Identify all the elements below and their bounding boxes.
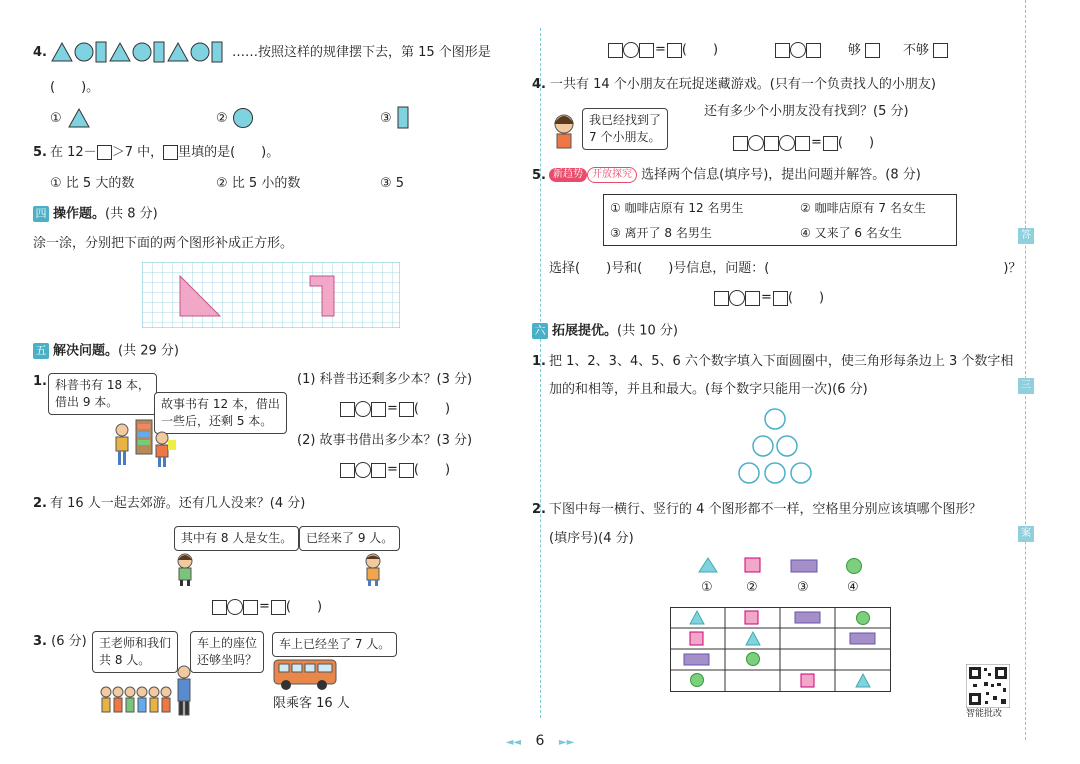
shape-sequence: [50, 41, 230, 63]
unit-paren: ( ): [837, 135, 875, 151]
section-title: 解决问题。: [53, 343, 119, 359]
right-q5-text: 选择两个信息(填序号)，提出问题并解答。(8 分): [641, 167, 921, 183]
unit-paren: ( ): [413, 401, 451, 417]
unit-paren: ( ): [413, 462, 451, 478]
info-box: [603, 194, 957, 246]
triangle-icon: [698, 557, 718, 573]
info-item: ③ 离开了 8 名男生: [610, 226, 712, 240]
right-q4-number: 4.: [532, 77, 546, 92]
blank-box[interactable]: [775, 43, 790, 58]
side-mark: 三: [1018, 378, 1034, 394]
problem-3-header: [33, 634, 87, 650]
info-item: ② 咖啡店原有 7 名女生: [800, 201, 926, 215]
square-grid: [142, 262, 400, 328]
shape-grid-table: [670, 607, 892, 693]
section-score: (共 29 分): [118, 343, 179, 359]
green-circle-icon: [845, 557, 863, 575]
ext-2-line-1: 下图中每一横行、竖行的 4 个图形都不一样，空格里分别应该填哪个图形？: [549, 502, 982, 517]
circle-triangle-puzzle: [735, 408, 815, 488]
equation-row: [340, 401, 450, 418]
equals-sign: =: [761, 290, 772, 305]
blank-box[interactable]: [745, 291, 760, 306]
right-q5-number: 5.: [532, 168, 546, 183]
blank-box[interactable]: [163, 145, 178, 160]
ext-2-line-2: (填序号)(4 分): [549, 531, 634, 546]
bubble-line: 车上的座位: [197, 636, 258, 650]
class-group-illustration: [98, 664, 198, 716]
equals-sign: =: [811, 135, 822, 150]
shape-sequence-icon: [50, 41, 230, 63]
equation-row: [608, 42, 718, 59]
blank-box[interactable]: [399, 402, 414, 417]
page-edge-line: [1025, 0, 1026, 740]
side-mark: 案: [1018, 526, 1034, 542]
equals-sign: =: [259, 599, 270, 614]
page-footer: [0, 733, 1080, 749]
speech-bubble: 车上已经坐了 7 人。: [272, 632, 397, 657]
blank-box[interactable]: [340, 463, 355, 478]
q4-option-1-label: ①: [50, 111, 62, 126]
q5-text: [50, 145, 279, 161]
blank-box[interactable]: [243, 600, 258, 615]
q4-text: ……按照这样的规律摆下去，第 15 个图形是: [232, 45, 491, 60]
operator-circle[interactable]: [623, 42, 639, 58]
q5-option-1: ① 比 5 大的数: [50, 176, 135, 191]
not-enough-label: 不够: [903, 43, 930, 58]
qr-code-icon[interactable]: [966, 664, 1010, 708]
bubble-line: 7 个小朋友。: [589, 130, 661, 144]
operator-circle[interactable]: [355, 401, 371, 417]
equals-sign: =: [655, 42, 666, 57]
blank-box[interactable]: [795, 136, 810, 151]
blank-box[interactable]: [764, 136, 779, 151]
legend-label: ③: [797, 580, 809, 595]
equation-row: [733, 135, 874, 152]
q5-number: 5.: [33, 145, 47, 160]
blank-box[interactable]: [271, 600, 286, 615]
compare-row: [775, 42, 821, 59]
ext-1-line-2: 加的和相等，并且和最大。(每个数字只能用一次)(6 分): [549, 382, 868, 397]
bus-capacity-label: 限乘客 16 人: [273, 696, 350, 711]
blank-box[interactable]: [714, 291, 729, 306]
bubble-line: 一些后，还剩 5 本。: [161, 414, 273, 428]
purple-rectangle-icon: [790, 559, 818, 573]
section-badge: 六: [532, 323, 548, 339]
blank-box[interactable]: [608, 43, 623, 58]
side-mark: 答: [1018, 228, 1034, 244]
problem-1-number: 1.: [33, 374, 47, 389]
right-q5-heading: [549, 167, 921, 184]
equation-row: [212, 599, 322, 616]
blank-box[interactable]: [340, 402, 355, 417]
unit-paren: ( ): [787, 290, 825, 306]
ext-1-line-1: 把 1、2、3、4、5、6 六个数字填入下面圆圈中，使三角形每条边上 3 个数字相: [549, 354, 1014, 369]
qr-code-label: 智能批改: [966, 709, 1003, 719]
circle-icon: [232, 107, 254, 129]
enough-label: 够: [848, 43, 862, 58]
q5-text-a: 在 12－: [50, 145, 97, 160]
operator-circle[interactable]: [748, 135, 764, 151]
bus-illustration: [272, 656, 338, 692]
right-q4-text: 一共有 14 个小朋友在玩捉迷藏游戏。(只有一个负责找人的小朋友): [550, 77, 936, 92]
blank-box[interactable]: [806, 43, 821, 58]
legend-label: ①: [701, 580, 713, 595]
equals-sign: =: [387, 401, 398, 416]
blank-box[interactable]: [639, 43, 654, 58]
q4-option-2-label: ②: [216, 111, 228, 126]
problem-1-sub-1: (1) 科普书还剩多少本？(3 分): [297, 372, 473, 387]
page-number: 6: [535, 733, 545, 749]
section-badge: 四: [33, 206, 49, 222]
blank-box[interactable]: [212, 600, 227, 615]
info-item: ④ 又来了 6 名女生: [800, 226, 902, 240]
section-score: (共 8 分): [105, 206, 158, 222]
speech-bubble: [190, 631, 264, 673]
info-item: ① 咖啡店原有 12 名男生: [610, 201, 744, 215]
bubble-line: 科普书有 18 本，: [55, 378, 150, 392]
q4-option-3-label: ③: [380, 111, 392, 126]
children-library-illustration: [110, 418, 178, 470]
bubble-line: 我已经找到了: [589, 113, 662, 127]
prev-arrows-icon: ◄◄: [505, 737, 522, 748]
section-5-heading: [33, 343, 179, 360]
operator-circle[interactable]: [790, 42, 806, 58]
problem-score: (6 分): [51, 634, 87, 649]
boy-illustration: [358, 552, 388, 586]
bubble-line: 王老师和我们: [99, 636, 172, 650]
legend-label: ④: [847, 580, 859, 595]
q5-text-c: 里填的是( )。: [178, 145, 280, 160]
q5-option-2: ② 比 5 小的数: [216, 176, 301, 191]
equals-sign: =: [387, 462, 398, 477]
equation-row: [340, 462, 450, 479]
problem-number: 3.: [33, 634, 47, 649]
section-6-heading: [532, 323, 678, 340]
checkbox[interactable]: [865, 43, 880, 58]
problem-2-number: 2.: [33, 496, 47, 511]
section-score: (共 10 分): [617, 323, 678, 339]
q4-answer-paren: ( )。: [50, 80, 100, 95]
girl-illustration: [548, 112, 580, 150]
operator-circle[interactable]: [227, 599, 243, 615]
open-explore-tag: 开放探究: [587, 167, 637, 183]
column-divider: [540, 28, 541, 718]
unit-paren: ( ): [681, 42, 719, 58]
ext-2-number: 2.: [532, 502, 546, 517]
speech-bubble: [582, 108, 668, 150]
new-trend-tag: 新趋势: [549, 168, 587, 182]
speech-bubble: [48, 373, 157, 415]
problem-2-text: 有 16 人一起去郊游。还有几人没来？(4 分): [50, 496, 306, 511]
next-arrows-icon: ►►: [558, 737, 575, 748]
q4-number: 4.: [33, 45, 47, 60]
bubble-line: 还够坐吗？: [197, 653, 258, 667]
bubble-line: 故事书有 12 本，借出: [161, 397, 280, 411]
blank-box[interactable]: [371, 463, 386, 478]
blank-box[interactable]: [399, 463, 414, 478]
checkbox[interactable]: [933, 43, 948, 58]
unit-paren: ( ): [285, 599, 323, 615]
operator-circle[interactable]: [729, 290, 745, 306]
section-4-heading: [33, 206, 158, 223]
bubble-line: 共 8 人。: [99, 653, 151, 667]
section-title: 操作题。: [53, 206, 106, 222]
blank-box[interactable]: [733, 136, 748, 151]
blank-box[interactable]: [97, 145, 112, 160]
q5-text-b: ＞7 中，: [111, 145, 164, 160]
blank-box[interactable]: [823, 136, 838, 151]
section-4-instruction: 涂一涂，分别把下面的两个图形补成正方形。: [33, 236, 294, 251]
right-q4-question: 还有多少个小朋友没有找到？(5 分): [704, 104, 909, 119]
bubble-line: 借出 9 本。: [55, 395, 119, 409]
equation-row: [714, 290, 824, 307]
blank-box[interactable]: [667, 43, 682, 58]
rectangle-icon: [397, 106, 409, 130]
triangle-icon: [68, 107, 90, 129]
ext-1-number: 1.: [532, 354, 546, 369]
speech-bubble: 已经来了 9 人。: [299, 526, 400, 551]
operator-circle[interactable]: [355, 462, 371, 478]
section-badge: 五: [33, 343, 49, 359]
not-enough-option: [903, 43, 948, 59]
select-info-line: 选择( )号和( )号信息，问题：( )？: [549, 261, 1022, 276]
section-title: 拓展提优。: [552, 323, 618, 339]
girl-illustration: [170, 552, 200, 586]
enough-option: [848, 43, 880, 59]
speech-bubble: 其中有 8 人是女生。: [174, 526, 299, 551]
blank-box[interactable]: [371, 402, 386, 417]
blank-box[interactable]: [773, 291, 788, 306]
pink-square-icon: [744, 557, 762, 573]
operator-circle[interactable]: [779, 135, 795, 151]
legend-label: ②: [746, 580, 758, 595]
problem-1-sub-2: (2) 故事书借出多少本？(3 分): [297, 433, 473, 448]
q5-option-3: ③ 5: [380, 176, 405, 191]
